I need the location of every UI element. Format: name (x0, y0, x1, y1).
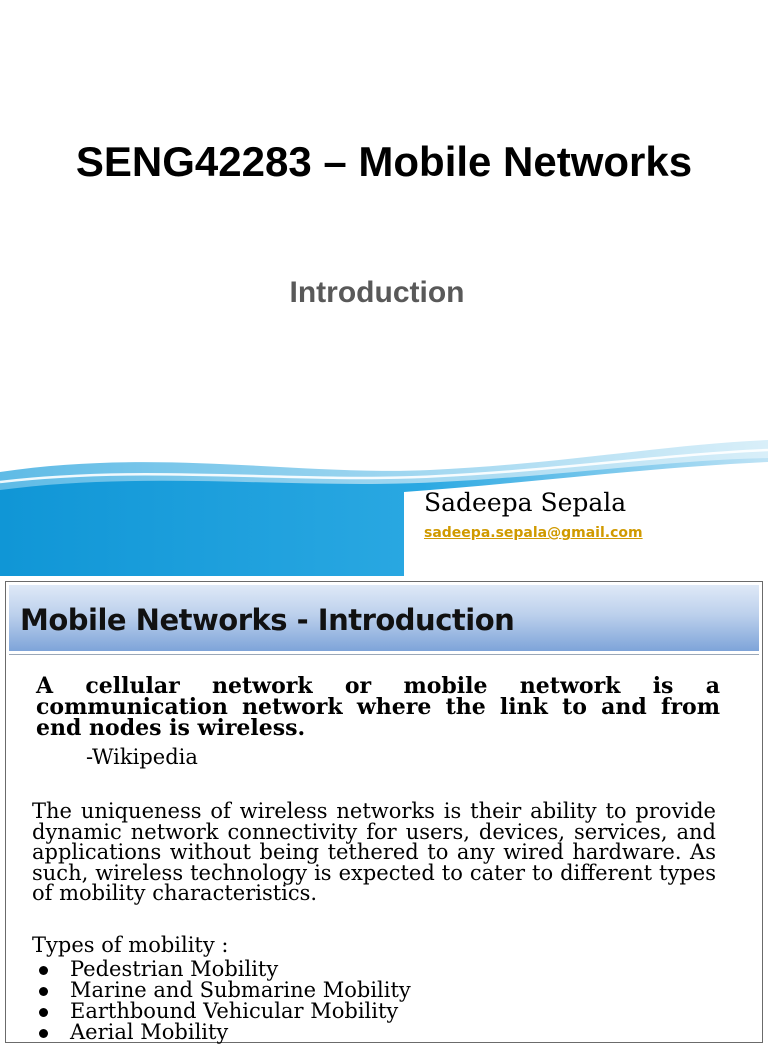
list-item-text: Pedestrian Mobility (70, 957, 279, 981)
list-item-text: Aerial Mobility (70, 1020, 229, 1044)
slide-header-bar (9, 585, 759, 651)
bullet-icon (39, 966, 48, 975)
bullet-icon (39, 1029, 48, 1038)
definition-quote: A cellular network or mobile network is a communication network where the link to and from end nodes is wireless. (36, 673, 720, 741)
author-name: Sadeepa Sepala (424, 488, 627, 517)
slide-body (9, 654, 759, 1043)
bullet-icon (39, 1008, 48, 1017)
slide-title: SENG42283 – Mobile Networks (75, 138, 693, 185)
content-slide (5, 581, 763, 1043)
list-item (9, 1022, 759, 1043)
wave-decoration (0, 430, 768, 576)
slide-subtitle: Introduction (289, 276, 465, 309)
list-item-text: Marine and Submarine Mobility (70, 978, 411, 1002)
mobility-types-list (9, 959, 759, 1043)
quote-source: -Wikipedia (86, 745, 198, 769)
bullet-icon (39, 987, 48, 996)
list-item (9, 1001, 759, 1022)
author-email-link[interactable]: sadeepa.sepala@gmail.com (424, 525, 643, 541)
body-paragraph: The uniqueness of wireless networks is their ability to provide dynamic network connectivity for users, devices, services, and applications without being tethered to any wired hardware. As such, wireless technology is expected to cater to different types of mobility characteristics. (32, 799, 716, 906)
list-item (9, 959, 759, 980)
list-item (9, 980, 759, 1001)
mobility-types-label: Types of mobility : (32, 933, 229, 957)
list-item-text: Earthbound Vehicular Mobility (70, 999, 399, 1023)
slide-heading: Mobile Networks - Introduction (20, 603, 515, 637)
